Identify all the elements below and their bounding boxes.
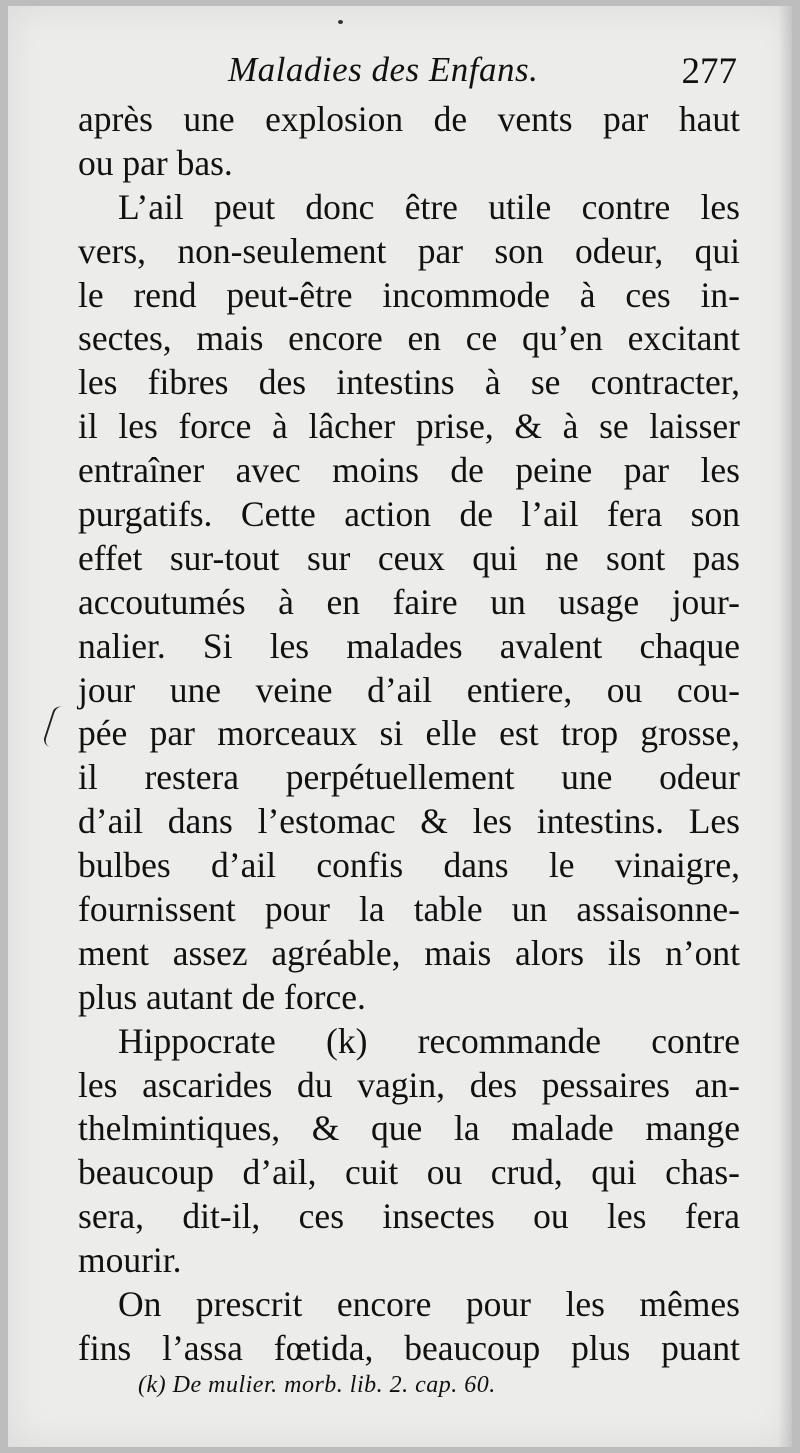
text-line: ment assez agréable, mais alors ils n’ont [78,932,740,973]
text-line: ou par bas. [78,142,233,183]
body-text [78,98,740,1371]
text-line: accoutumés à en faire un usage jour- [78,581,740,622]
text-line: il restera perpétuellement une odeur [78,757,740,798]
running-title: Maladies des Enfans. [228,50,539,89]
text-line: il les force à lâcher prise, & à se laisser [78,406,740,447]
text-line: bulbes d’ail confis dans le vinaigre, [78,845,740,886]
text-line: sectes, mais encore en ce qu’en excitant [78,318,740,359]
page-header [8,50,792,100]
footnote: (k) De mulier. morb. lib. 2. cap. 60. [138,1372,496,1398]
margin-pencil-mark [42,705,70,750]
text-line: mourir. [78,1240,182,1281]
ink-speck [338,20,343,24]
text-line: le rend peut-être incommode à ces in- [78,274,740,315]
text-line: plus autant de force. [78,976,366,1017]
text-line: après une explosion de vents par haut [78,99,740,139]
text-line: thelmintiques, & que la malade mange [78,1108,740,1149]
text-line: fournissent pour la table un assaisonne- [78,889,740,930]
text-line: fins l’assa fœtida, beaucoup plus puant [78,1327,740,1368]
text-line: beaucoup d’ail, cuit ou crud, qui chas- [78,1152,740,1193]
text-line: jour une veine d’ail entiere, ou cou- [78,669,740,710]
text-line: pée par morceaux si elle est trop grosse, [78,713,740,754]
text-line: vers, non-seulement par son odeur, qui [78,230,740,271]
page-edge-shadow [778,6,792,1447]
text-line: d’ail dans l’estomac & les intestins. Les [78,801,740,842]
text-line: entraîner avec moins de peine par les [78,450,740,491]
text-line: effet sur-tout sur ceux qui ne sont pas [78,537,740,578]
book-page [8,6,792,1447]
text-line: les ascarides du vagin, des pessaires an- [78,1064,740,1105]
text-line: sera, dit-il, ces insectes ou les fera [78,1196,740,1237]
text-line: les fibres des intestins à se contracter, [78,362,740,403]
text-line: On prescrit encore pour les mêmes [118,1284,740,1325]
text-line: nalier. Si les malades avalent chaque [78,625,740,666]
text-line: purgatifs. Cette action de l’ail fera son [78,494,740,535]
text-line: Hippocrate (k) recommande contre [118,1020,740,1061]
text-line: L’ail peut donc être utile contre les [118,186,740,227]
page-number: 277 [681,51,737,92]
